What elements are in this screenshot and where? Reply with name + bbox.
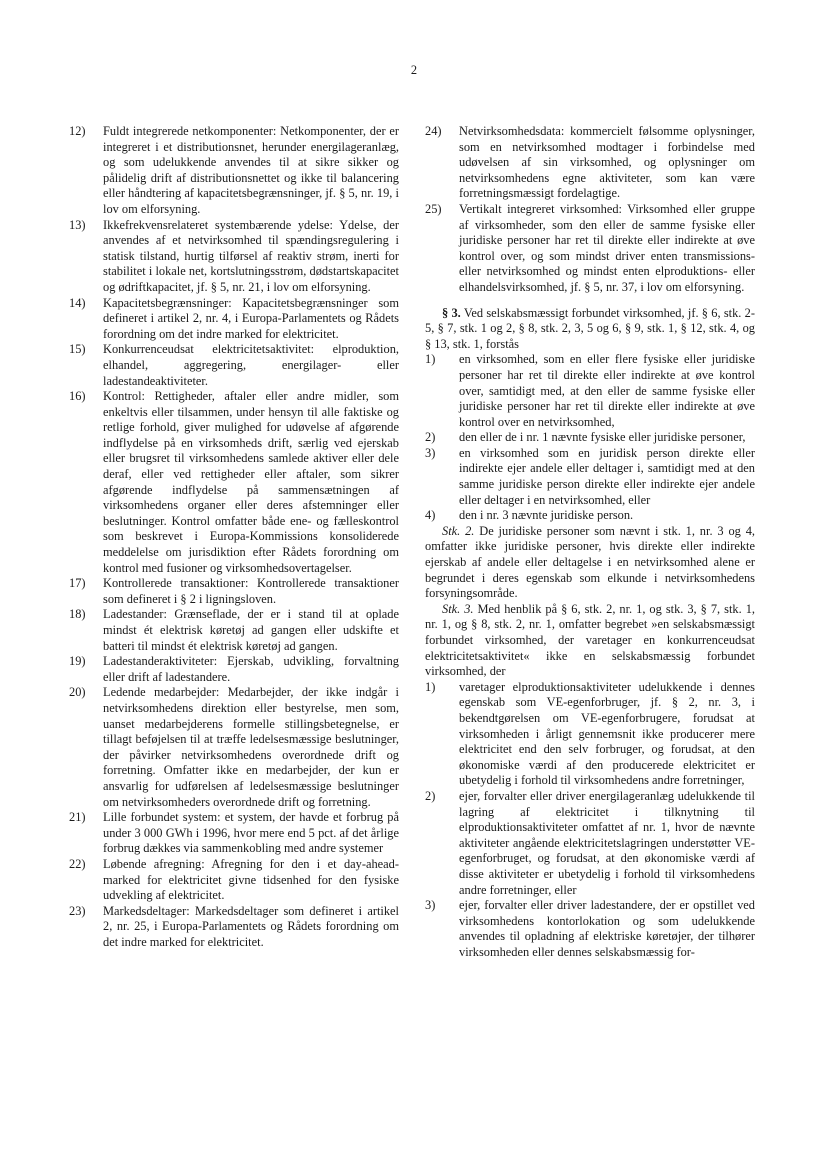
item-number: 13) [69, 217, 86, 232]
item-text: Ledende medarbejder: Medarbejder, der ikke indgår i netvirksomhedens direktion eller bestyrelse, men som, uanset medarbejderens formelle stillingsbetegnelse, er tillagt beføjelsen til at træffe ledelsesmæssige beslutninger, der påvirker netvirksomhedens overordnede drift og forretning. Omfatter ikke en medarbejder, der kun er ansvarlig for udførelsen af ledelsesmæssige beslutninger om netvirksomheders overordnede drift og forretning. [103, 685, 399, 809]
list-item [425, 508, 755, 524]
stk-3-text: Med henblik på § 6, stk. 2, nr. 1, og stk. 3, § 7, stk. 1, nr. 1, og § 8, stk. 2, nr. 1, omfatter begrebet »en selskabsmæssigt forbundet virksomhed, der varetager en konkurrenceudsat elektricitetsaktivitet« ikke en selskabsmæssig forbundet virksomhed, der [425, 601, 755, 679]
definition-item [69, 218, 399, 296]
list-item [425, 680, 755, 789]
definition-item [69, 389, 399, 576]
item-text: Markedsdeltager: Markedsdeltager som defineret i artikel 2, nr. 25, i Europa-Parlamentets og Rådets forordning om det indre marked for elektricitet. [103, 903, 399, 949]
item-number: 19) [69, 654, 86, 669]
definition-item [69, 576, 399, 607]
item-number: 3) [425, 445, 436, 460]
item-number: 25) [425, 201, 442, 216]
item-text: en virksomhed som en juridisk person direkte eller indirekte ejer andele eller deltager i, samtidigt med at den samme juridiske person direkte eller indirekte ejer andele eller deltager i en netvirksomhed, eller [459, 445, 755, 507]
list-item [425, 446, 755, 508]
definition-item [69, 654, 399, 685]
stk-2-text: De juridiske personer som nævnt i stk. 1, nr. 3 og 4, omfatter ikke juridiske personer, hvis direkte eller indirekte ejerskab af andele eller deltagelse i en netvirksomhed alene er begrundet i deres egenskab som elkunde i netvirksomhedens forsyningsområde. [425, 523, 755, 601]
item-text: den i nr. 3 nævnte juridiske person. [459, 508, 634, 523]
item-text: Løbende afregning: Afregning for den i et day-ahead-marked for elektricitet givne tidsenhed for den fysiske udvekling af elektricitet. [103, 856, 399, 903]
right-column [425, 124, 755, 960]
item-text: Ikkefrekvensrelateret systembærende ydelse: Ydelse, der anvendes af et netvirksomhed til spændingsregulering i statisk tilstand, hurtig tilførsel af reaktiv strøm, inerti for stabilitet i lokale net, kortslutningsstrøm, dødstartskapacitet og ødriftkapacitet, jf. § 5, nr. 21, i lov om elforsyning. [103, 217, 399, 294]
item-number: 3) [425, 898, 436, 913]
item-text: Lille forbundet system: et system, der havde et forbrug på under 3 000 GWh i 1996, hvor mere end 5 pct. af det årlige forbrug dækkes via sammenkobling med andre systemer [103, 810, 399, 856]
section-heading: § 3. [442, 305, 461, 320]
list-item [425, 352, 755, 430]
page-number: 2 [410, 63, 418, 77]
item-text: ejer, forvalter eller driver ladestandere, der er opstillet ved virksomhedens kontorlokation og som udelukkende anvendes til opladning af elektriske køretøjer, der tilhører virksomheden eller dennes selskabsmæssig for- [459, 898, 755, 959]
stk-3-label: Stk. 3. [442, 601, 474, 616]
item-text: Konkurrenceudsat elektricitetsaktivitet: elproduktion, elhandel, aggregering, energilager- eller ladestandeaktiviteter. [103, 342, 399, 388]
definition-list-left [69, 124, 399, 950]
item-text: Ladestander: Grænseflade, der er i stand til at oplade mindst ét elektrisk køretøj ad gangen eller udskifte et batteri til mindst ét elektrisk køretøj ad gangen. [103, 607, 399, 653]
list-item [425, 789, 755, 898]
stk-2-paragraph [425, 524, 755, 602]
section-3-intro [425, 306, 755, 353]
item-number: 16) [69, 389, 86, 404]
section-intro-text: Ved selskabsmæssigt forbundet virksomhed, jf. § 6, stk. 2-5, § 7, stk. 1 og 2, § 8, stk. 2, 3, 5 og 6, § 9, stk. 1, § 12, stk. 4, og § 13, stk. 1, forstås [425, 305, 755, 351]
item-number: 14) [69, 295, 86, 310]
item-number: 4) [425, 508, 436, 523]
item-number: 22) [69, 856, 86, 871]
item-number: 15) [69, 342, 86, 357]
stk-3-list [425, 680, 755, 961]
definition-item [69, 607, 399, 654]
item-text: ejer, forvalter eller driver energilageranlæg udelukkende til lagring af elektricitet i tilknytning til elproduktionsaktiviteter omfattet af nr. 1, hvor de nævnte aktiviteter angående elektricitetslagringen understøtter VE-egenforbruget, og forudsat, at den økonomiske værdi af disse aktiviteter er ubetydelig i forhold til virksomhedens andre forretninger, eller [459, 788, 755, 897]
item-text: den eller de i nr. 1 nævnte fysiske eller juridiske personer, [459, 430, 746, 445]
item-number: 1) [425, 352, 436, 367]
item-text: Kapacitetsbegrænsninger: Kapacitetsbegrænsninger som defineret i artikel 2, nr. 4, i Europa-Parlamentets og Rådets forordning om det indre marked for elektricitet. [103, 295, 399, 341]
item-number: 2) [425, 430, 436, 445]
item-number: 21) [69, 810, 86, 825]
item-number: 18) [69, 607, 86, 622]
item-number: 24) [425, 124, 442, 138]
list-item [425, 898, 755, 960]
item-text: Fuldt integrerede netkomponenter: Netkomponenter, der er integreret i et distributionsnet, herunder energilageranlæg, og som udelukkende anvendes til at sikre sikker og pålidelig drift af distributionsnettet og ikke til balancering eller håndtering af kapacitetsbegrænsninger, jf. § 5, nr. 19, i lov om elforsyning. [103, 124, 399, 216]
item-number: 12) [69, 124, 86, 138]
item-text: Netvirksomhedsdata: kommercielt følsomme oplysninger, som en netvirksomhed modtager i forbindelse med udøvelsen af sin virksomhed, og oplysninger om netvirksomhedens egne aktiviteter, som kan være forretningsmæssigt fordelagtige. [459, 124, 755, 201]
definition-item [69, 342, 399, 389]
list-item [425, 430, 755, 446]
stk-3-paragraph [425, 602, 755, 680]
stk-2-label: Stk. 2. [442, 523, 475, 538]
definition-item [69, 296, 399, 343]
definition-item [69, 857, 399, 904]
item-text: Kontrollerede transaktioner: Kontrollerede transaktioner som defineret i § 2 i ligningsloven. [103, 576, 399, 606]
item-text: en virksomhed, som en eller flere fysiske eller juridiske personer har ret til direkte eller indirekte at øve kontrol over, samtidigt med, at den eller de samme fysiske eller juridiske personer har ret til direkte eller indirekte at øve kontrol over en netvirksomhed, [459, 352, 755, 429]
item-number: 23) [69, 903, 86, 918]
left-column [69, 124, 399, 950]
definition-item [69, 904, 399, 951]
item-text: Vertikalt integreret virksomhed: Virksomhed eller gruppe af virksomheder, som den eller de samme fysiske eller juridiske personer har ret til direkte eller indirekte at øve kontrol over, og som mindst driver enten transmissions- eller netvirksomhed og mindst enten elproduktions- eller elhandelsvirksomhed, jf. § 5, nr. 37, i lov om elforsyning. [459, 201, 755, 294]
definition-list-right [425, 124, 755, 296]
item-number: 1) [425, 679, 436, 694]
item-number: 2) [425, 788, 436, 803]
item-text: Ladestanderaktiviteter: Ejerskab, udvikling, forvaltning eller drift af ladestandere. [103, 654, 399, 684]
definition-item [69, 810, 399, 857]
item-number: 20) [69, 685, 86, 700]
item-text: varetager elproduktionsaktiviteter udelukkende i dennes egenskab som VE-egenforbruger, jf. § 2, nr. 3, i bekendtgørelsen om VE-egenforbrugere, forudsat at virksomheden i årligt gennemsnit ikke producerer mere elektricitet end den selv forbruger, og forudsat, at den økonomiske værdi af den producerede elektricitet er ubetydelig i forhold til virksomhedens andre forretninger, [459, 679, 755, 788]
item-number: 17) [69, 576, 86, 591]
definition-item [425, 202, 755, 296]
definition-item [69, 124, 399, 218]
section-3-list [425, 352, 755, 524]
definition-item [425, 124, 755, 202]
item-text: Kontrol: Rettigheder, aftaler eller andre midler, som enkeltvis eller tilsammen, under hensyn til alle faktiske og retlige forhold, giver mulighed for udøvelse af afgørende indflydelse på en virksomheds drift, særlig ved ejerskab eller brugsret til virksomhedens samlede aktiver eller dele deraf, eller ved rettigheder eller aftaler, som sikrer afgørende indflydelse på sammensætningen af virksomhedens organer eller deres afstemninger eller beslutninger. Kontrol omfatter både ene- og fælleskontrol som beskrevet i Europa-Kommissions konsoliderede meddelelse om jurisdiktion efter Rådets forordning om kontrol med fusioner og virksomhedsovertagelser. [103, 389, 399, 575]
definition-item [69, 685, 399, 810]
